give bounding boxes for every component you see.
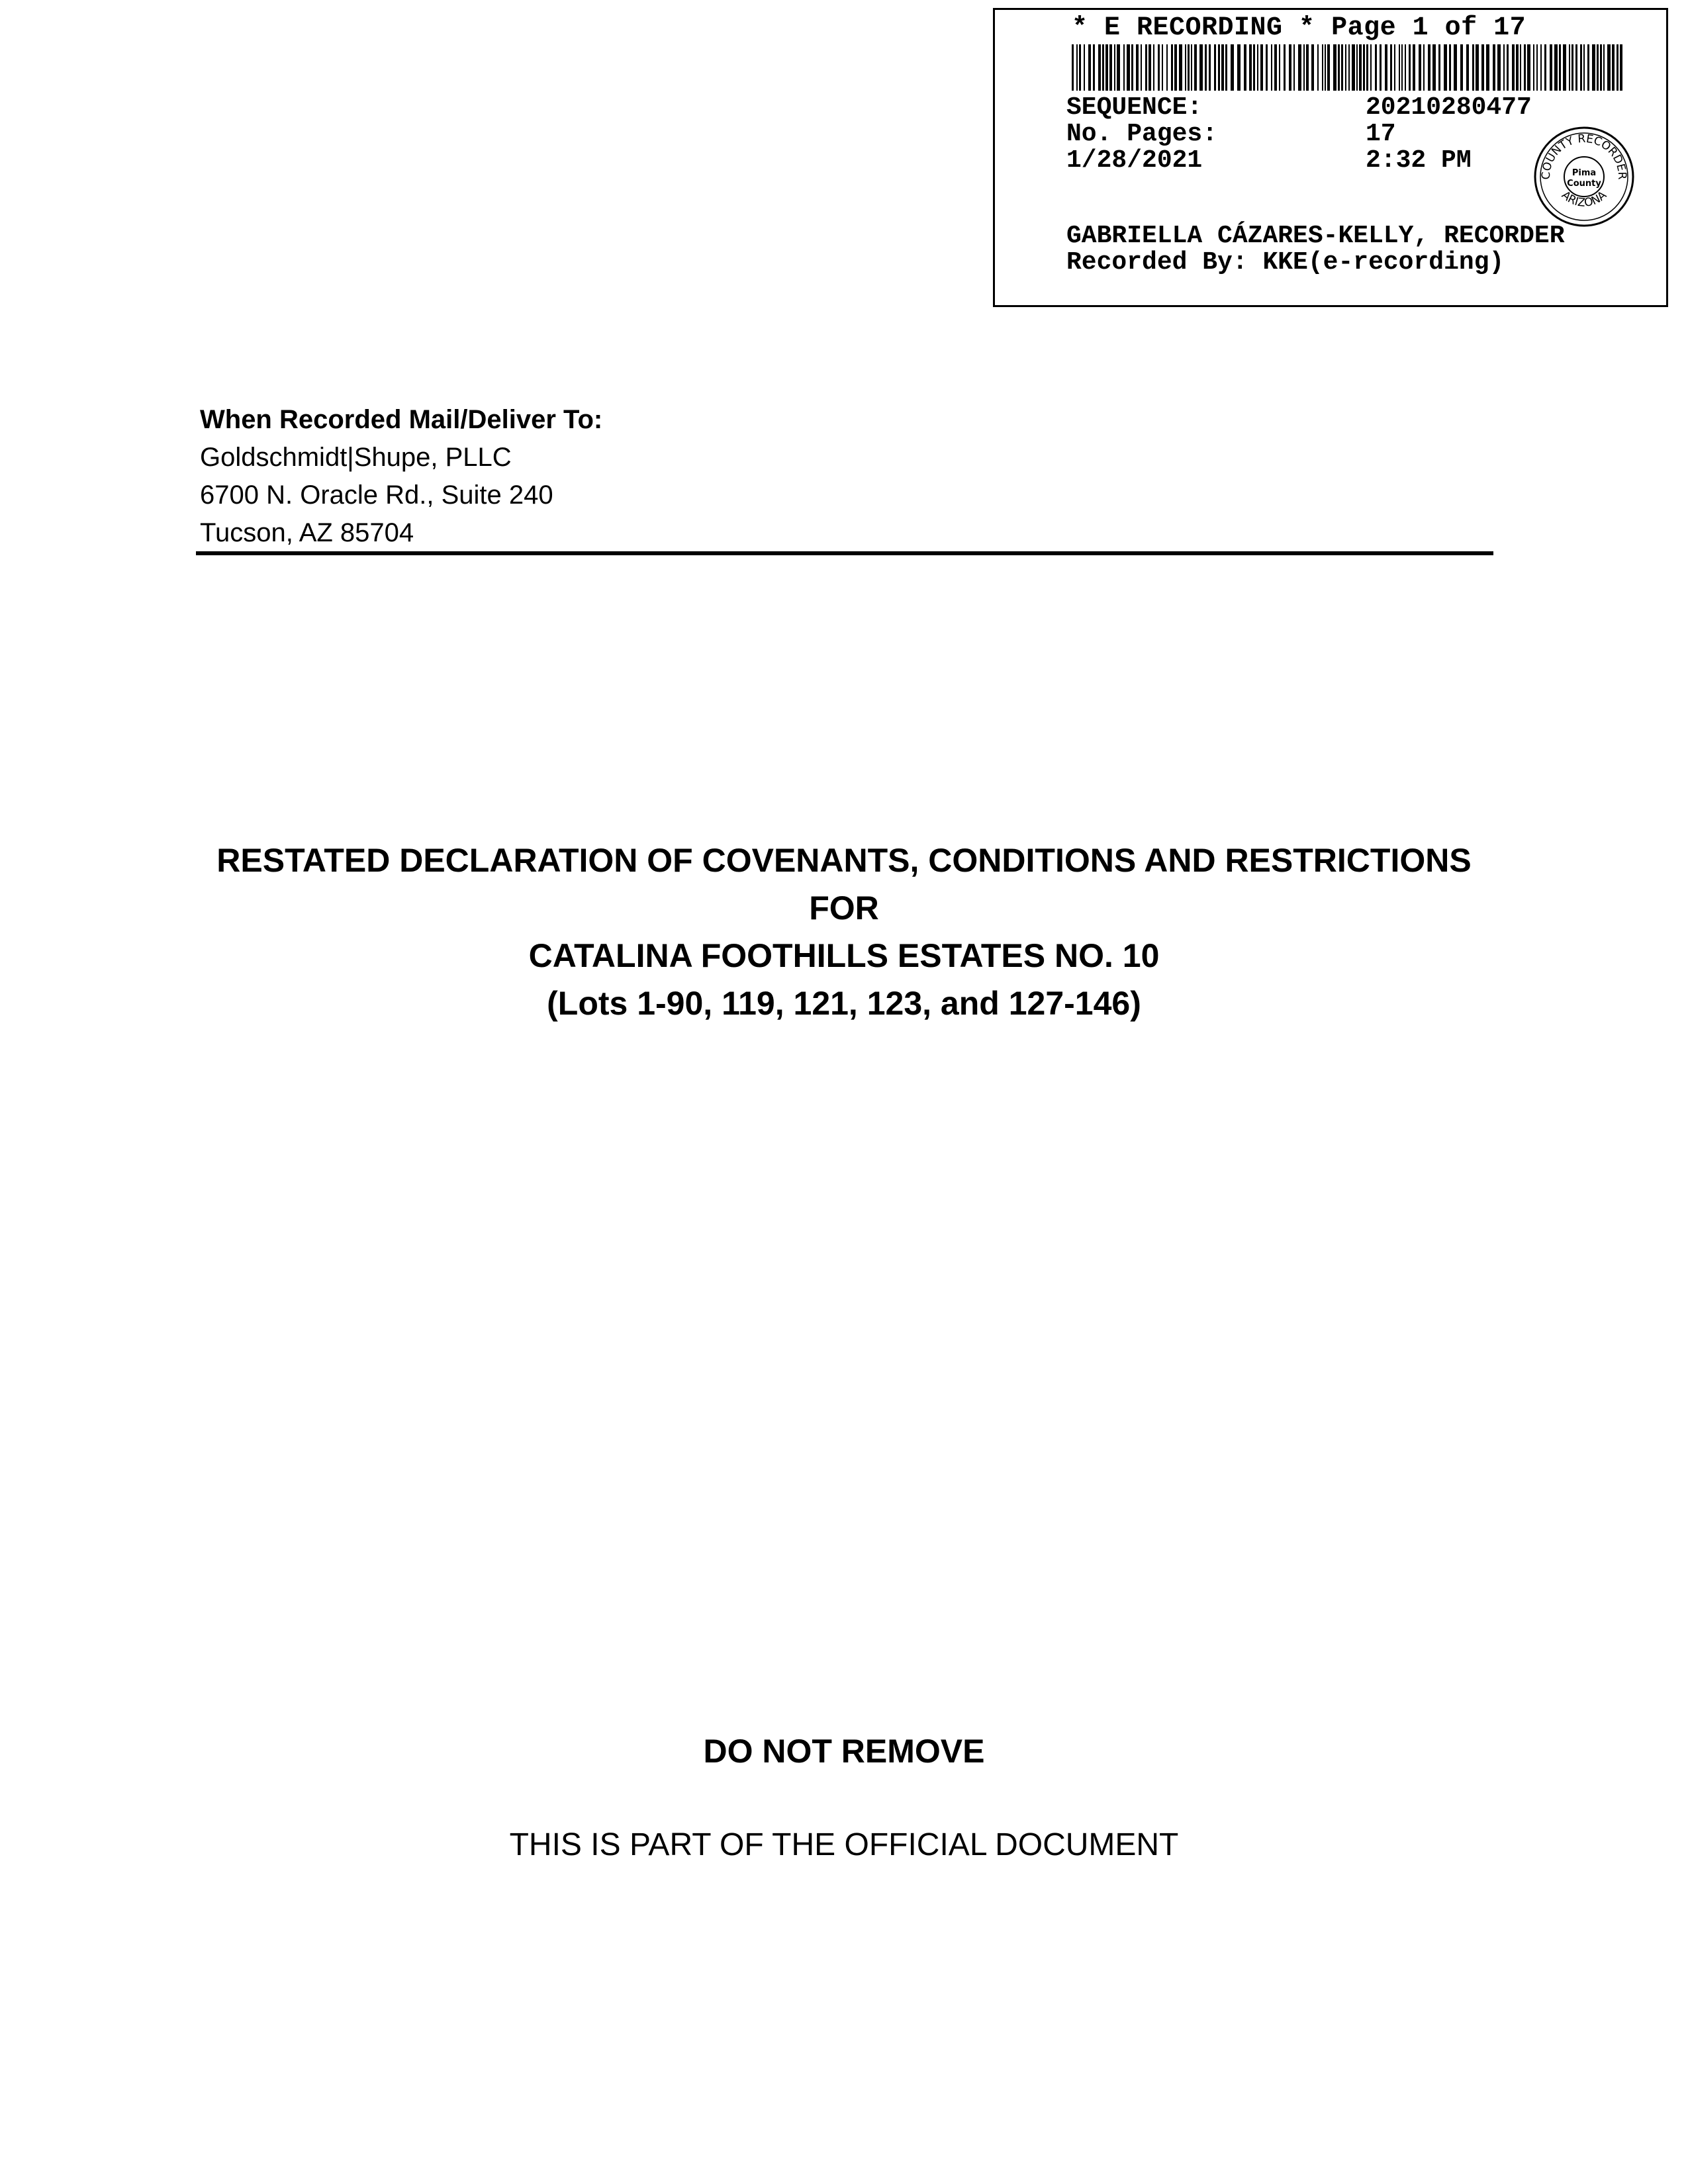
- barcode-bar: [1225, 44, 1227, 91]
- barcode-bar: [1141, 44, 1142, 91]
- title-line: FOR: [809, 889, 879, 927]
- barcode-bar: [1603, 44, 1605, 91]
- recording-time: 2:32 PM: [1366, 146, 1472, 175]
- barcode-bar: [1401, 44, 1403, 91]
- barcode-bar: [1466, 44, 1469, 91]
- barcode-bar: [1527, 44, 1530, 91]
- barcode-bar: [1231, 44, 1234, 91]
- barcode-bar: [1298, 44, 1301, 91]
- barcode-bar: [1493, 44, 1495, 91]
- barcode-bar: [1102, 44, 1104, 91]
- barcode-bar: [1356, 44, 1358, 91]
- barcode-bar: [1205, 44, 1207, 91]
- barcode-bar: [1550, 44, 1552, 91]
- county-recorder-seal-icon: [1531, 124, 1637, 230]
- barcode-bar: [1563, 44, 1566, 91]
- barcode-bar: [1325, 44, 1326, 91]
- barcode-bar: [1162, 44, 1163, 91]
- barcode-bar: [1390, 44, 1392, 91]
- barcode-bar: [1497, 44, 1501, 91]
- recorded-by: Recorded By: KKE(e-recording): [1066, 248, 1505, 277]
- barcode-bar: [1375, 44, 1377, 91]
- barcode-bar: [1088, 44, 1091, 91]
- barcode-bar: [1409, 44, 1411, 91]
- barcode-bar: [1394, 44, 1395, 91]
- barcode-bar: [1476, 44, 1479, 91]
- barcode-bar: [1399, 44, 1400, 91]
- barcode-bar: [1366, 44, 1368, 91]
- barcode-bar: [1221, 44, 1224, 91]
- barcode-bar: [1524, 44, 1526, 91]
- barcode-bar: [1244, 44, 1246, 91]
- barcode-bar: [1554, 44, 1558, 91]
- barcode-bar: [1345, 44, 1346, 91]
- barcode-bar: [1512, 44, 1515, 91]
- barcode-bar: [1617, 44, 1618, 91]
- barcode-bar: [1597, 44, 1599, 91]
- mail-to-heading: When Recorded Mail/Deliver To:: [200, 405, 603, 434]
- barcode-bar: [1249, 44, 1252, 91]
- barcode-bar: [1380, 44, 1382, 91]
- barcode-bar: [1293, 44, 1295, 91]
- mail-to-block: [200, 401, 602, 552]
- barcode-bar: [1454, 44, 1457, 91]
- svg-text:Pima: Pima: [1571, 168, 1597, 178]
- barcode-bar: [1279, 44, 1280, 91]
- barcode-bar: [1127, 44, 1130, 91]
- barcode-bar: [1385, 44, 1387, 91]
- barcode-bar: [1503, 44, 1505, 91]
- barcode-bar: [1580, 44, 1582, 91]
- barcode-bar: [1306, 44, 1309, 91]
- sequence-label: SEQUENCE:: [1066, 93, 1203, 122]
- barcode-bar: [1117, 44, 1120, 91]
- barcode-bar: [1218, 44, 1220, 91]
- barcode-bar: [1419, 44, 1421, 91]
- barcode-bar: [1123, 44, 1125, 91]
- barcode-bar: [1114, 44, 1115, 91]
- barcode-bar: [1093, 44, 1095, 91]
- title-line: (Lots 1-90, 119, 121, 123, and 127-146): [547, 985, 1141, 1022]
- svg-text:County: County: [1567, 179, 1601, 189]
- barcode-bar: [1274, 44, 1277, 91]
- barcode-bar: [1322, 44, 1323, 91]
- do-not-remove-heading: DO NOT REMOVE: [703, 1733, 985, 1770]
- mail-to-street: 6700 N. Oracle Rd., Suite 240: [200, 480, 553, 510]
- barcode-bar: [1333, 44, 1336, 91]
- barcode-bar: [1166, 44, 1168, 91]
- title-line: CATALINA FOOTHILLS ESTATES NO. 10: [528, 937, 1160, 974]
- barcode-bar: [1317, 44, 1319, 91]
- barcode-bar: [1516, 44, 1519, 91]
- stamp-header: * E RECORDING * Page 1 of 17: [1072, 13, 1526, 43]
- barcode-bar: [1449, 44, 1451, 91]
- barcode-bar: [1209, 44, 1211, 91]
- recorder-name: GABRIELLA CÁZARES-KELLY, RECORDER: [1066, 222, 1565, 250]
- recording-date: 1/28/2021: [1066, 146, 1203, 175]
- barcode-bar: [1171, 44, 1173, 91]
- barcode-bar: [1105, 44, 1108, 91]
- barcode-bar: [1237, 44, 1241, 91]
- barcode-bar: [1131, 44, 1133, 91]
- sequence-value: 20210280477: [1366, 93, 1532, 122]
- mail-to-firm: Goldschmidt|Shupe, PLLC: [200, 443, 512, 472]
- barcode-bar: [1266, 44, 1268, 91]
- barcode-bar: [1569, 44, 1570, 91]
- barcode-bar: [1199, 44, 1203, 91]
- barcode-bar: [1472, 44, 1474, 91]
- barcode-bar: [1444, 44, 1447, 91]
- barcode-bar: [1194, 44, 1197, 91]
- barcode-bar: [1536, 44, 1538, 91]
- barcode-bar: [1428, 44, 1430, 91]
- barcode-bar: [1432, 44, 1436, 91]
- barcode-bar: [1098, 44, 1101, 91]
- barcode-bar: [1185, 44, 1186, 91]
- divider: [196, 551, 1493, 555]
- barcode-bar: [1481, 44, 1484, 91]
- barcode-bar: [1214, 44, 1216, 91]
- barcode-bar: [1174, 44, 1177, 91]
- barcode-bar: [1149, 44, 1151, 91]
- barcode-bar: [1533, 44, 1534, 91]
- pages-value: 17: [1366, 120, 1396, 148]
- official-document-notice: THIS IS PART OF THE OFFICIAL DOCUMENT: [509, 1827, 1179, 1862]
- barcode-bar: [1109, 44, 1112, 91]
- barcode-bar: [1260, 44, 1263, 91]
- barcode-bar: [1158, 44, 1160, 91]
- barcode-bar: [1271, 44, 1272, 91]
- barcode-bar: [1188, 44, 1190, 91]
- barcode-bar: [1284, 44, 1286, 91]
- document-title: [0, 837, 1688, 1027]
- barcode-bar: [1583, 44, 1585, 91]
- barcode-bar: [1145, 44, 1147, 91]
- barcode-icon: [1072, 44, 1624, 91]
- barcode-bar: [1559, 44, 1561, 91]
- barcode-bar: [1520, 44, 1521, 91]
- barcode-bar: [1544, 44, 1546, 91]
- barcode-bar: [1311, 44, 1314, 91]
- barcode-bar: [1438, 44, 1440, 91]
- barcode-bar: [1540, 44, 1542, 91]
- barcode-bar: [1327, 44, 1330, 91]
- barcode-bar: [1341, 44, 1343, 91]
- barcode-bar: [1507, 44, 1509, 91]
- barcode-bar: [1620, 44, 1622, 91]
- barcode-bar: [1405, 44, 1406, 91]
- barcode-bar: [1575, 44, 1577, 91]
- barcode-bar: [1153, 44, 1154, 91]
- barcode-bar: [1352, 44, 1355, 91]
- barcode-bar: [1303, 44, 1305, 91]
- barcode-bar: [1592, 44, 1595, 91]
- barcode-bar: [1253, 44, 1255, 91]
- barcode-bar: [1136, 44, 1139, 91]
- mail-to-city: Tucson, AZ 85704: [200, 518, 414, 547]
- barcode-bar: [1370, 44, 1372, 91]
- barcode-bar: [1338, 44, 1340, 91]
- barcode-bar: [1607, 44, 1611, 91]
- barcode-bar: [1257, 44, 1258, 91]
- svg-text:COUNTY RECORDER: COUNTY RECORDER: [1539, 132, 1629, 180]
- barcode-bar: [1612, 44, 1615, 91]
- recording-stamp: [993, 8, 1668, 307]
- pages-label: No. Pages:: [1066, 120, 1218, 148]
- barcode-bar: [1084, 44, 1085, 91]
- barcode-bar: [1460, 44, 1463, 91]
- barcode-bar: [1179, 44, 1182, 91]
- svg-text:ARIZONA: ARIZONA: [1558, 189, 1610, 210]
- barcode-bar: [1363, 44, 1365, 91]
- barcode-bar: [1571, 44, 1573, 91]
- barcode-bar: [1348, 44, 1350, 91]
- barcode-bar: [1079, 44, 1081, 91]
- barcode-bar: [1413, 44, 1415, 91]
- barcode-bar: [1423, 44, 1425, 91]
- barcode-bar: [1076, 44, 1078, 91]
- barcode-bar: [1072, 44, 1074, 91]
- barcode-bar: [1191, 44, 1192, 91]
- barcode-bar: [1486, 44, 1489, 91]
- barcode-bar: [1359, 44, 1362, 91]
- title-line: RESTATED DECLARATION OF COVENANTS, CONDITIONS AND RESTRICTIONS: [216, 842, 1472, 879]
- barcode-bar: [1600, 44, 1602, 91]
- barcode-bar: [1289, 44, 1291, 91]
- barcode-bar: [1587, 44, 1589, 91]
